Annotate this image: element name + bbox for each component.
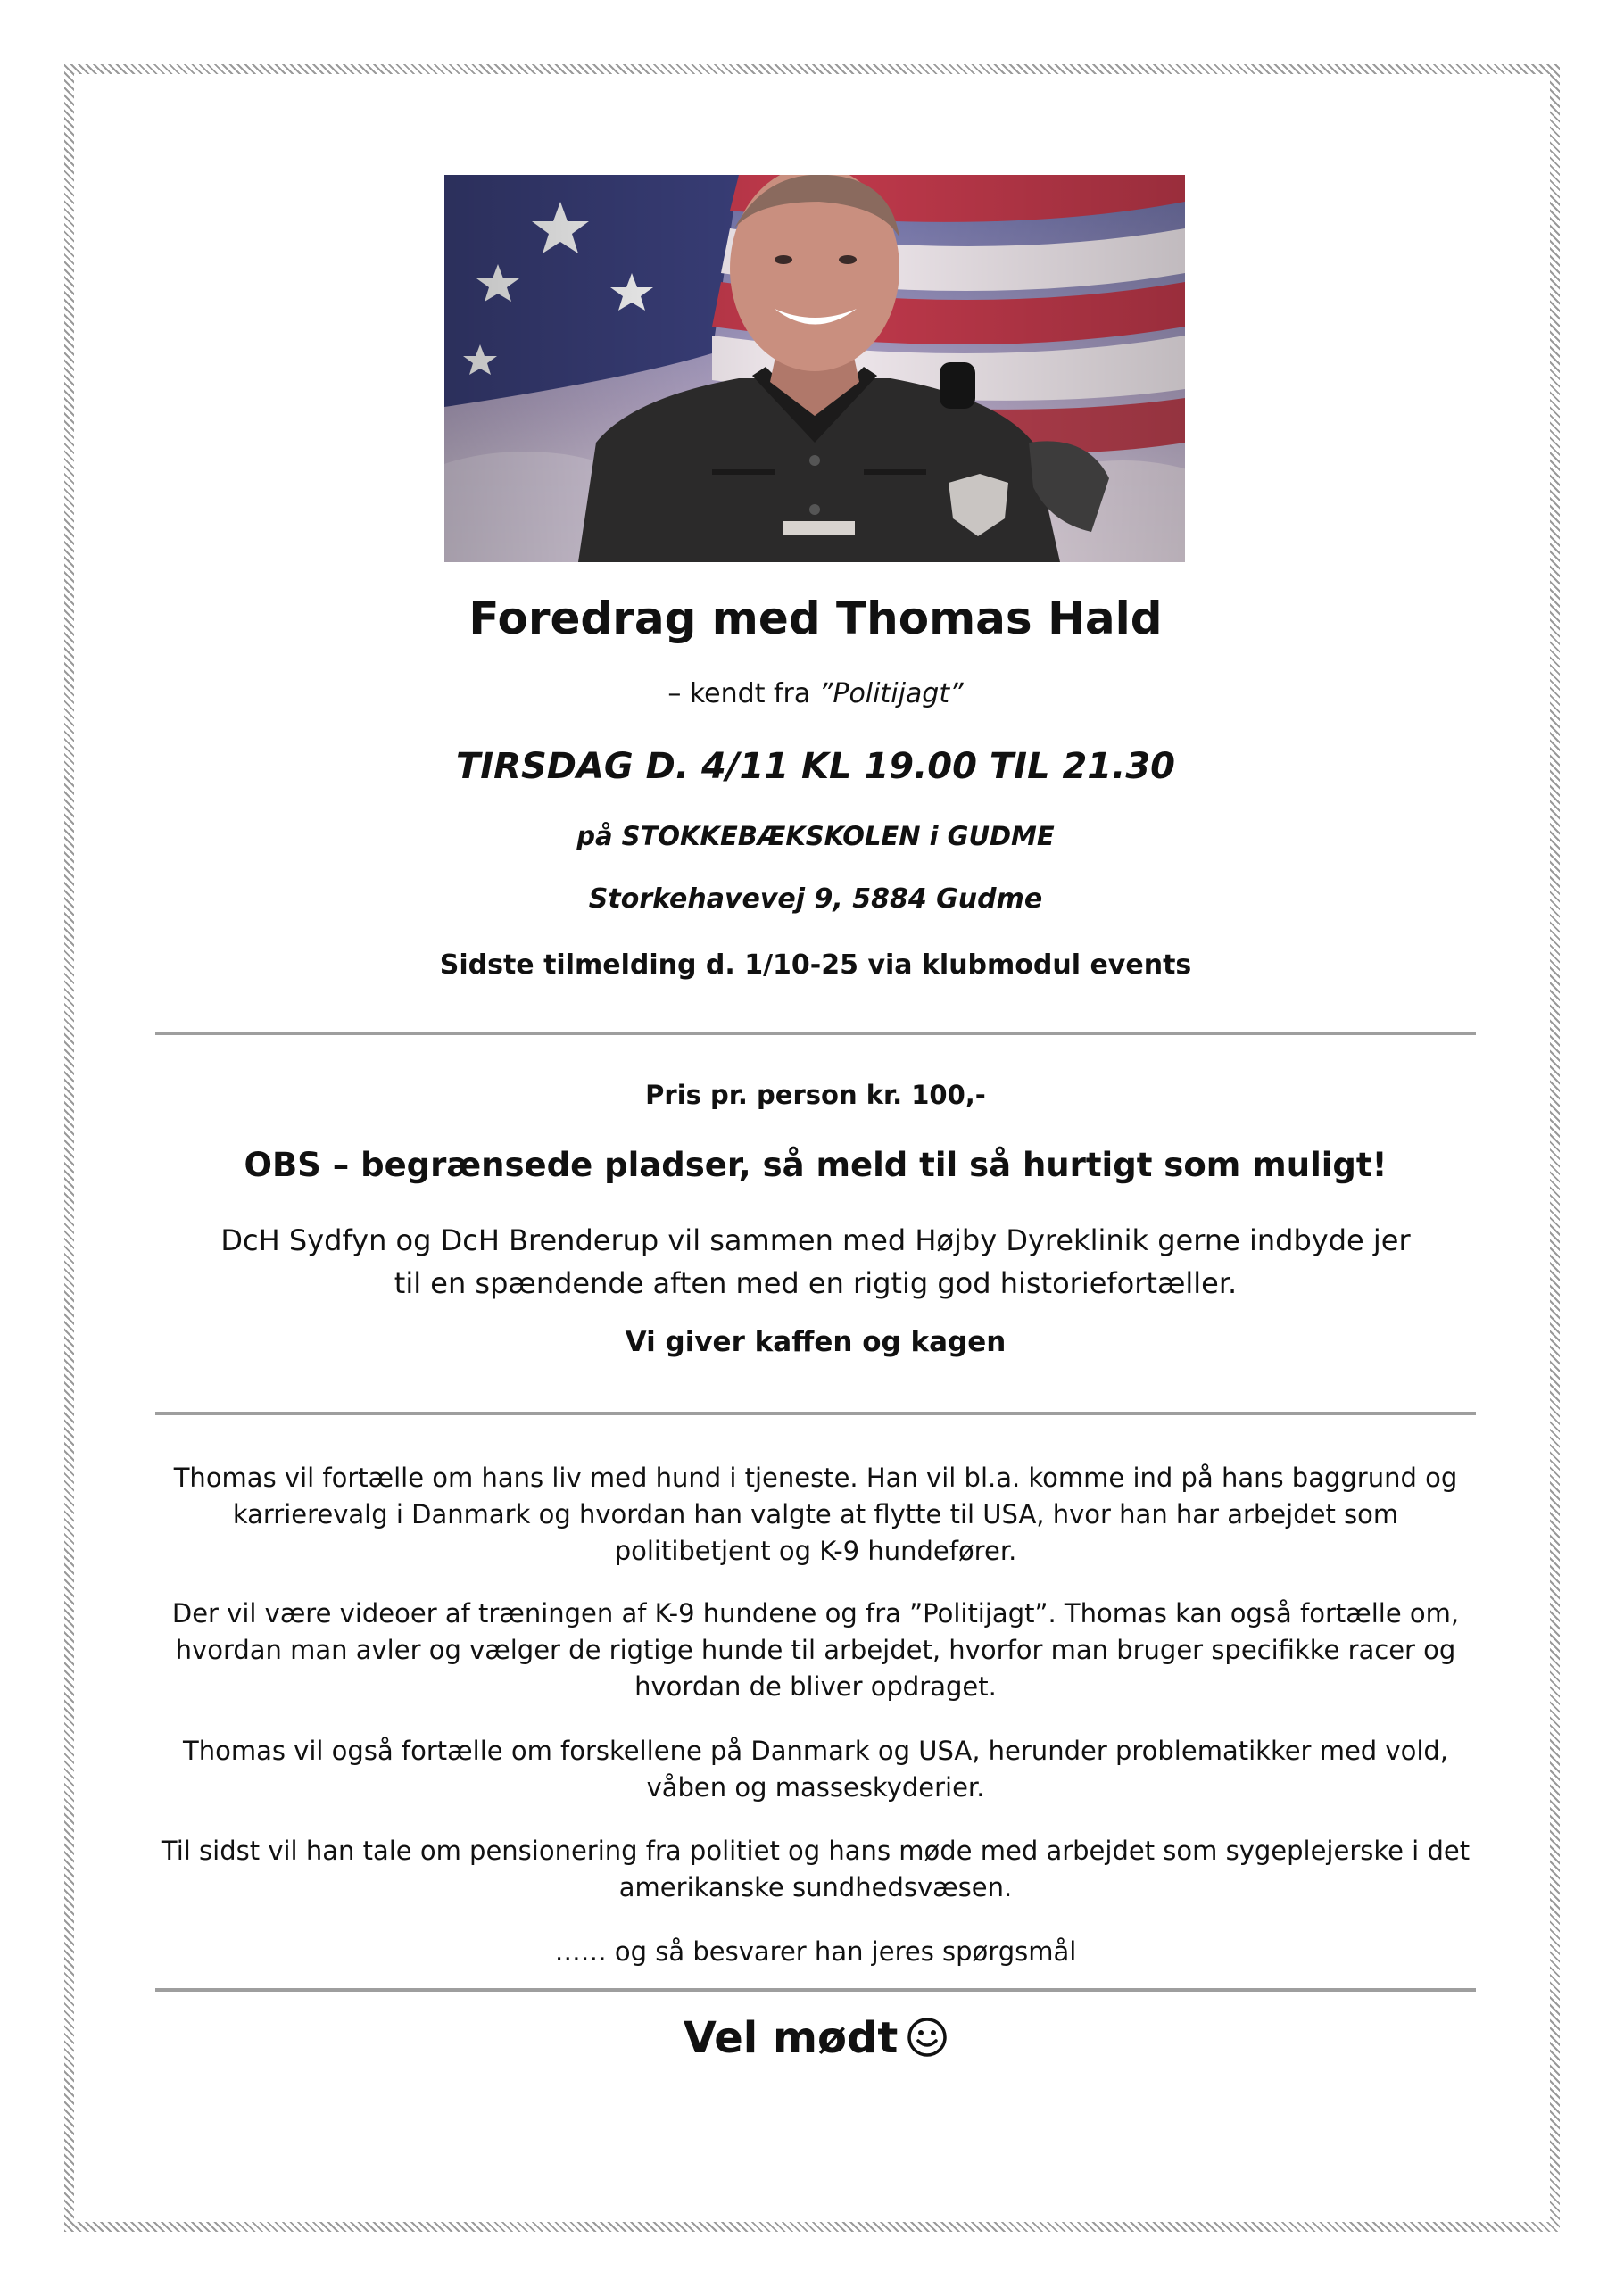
registration-deadline: Sidste tilmelding d. 1/10-25 via klubmodul events — [439, 949, 1192, 981]
invitation-text: DcH Sydfyn og DcH Brenderup vil sammen med Højby Dyreklinik gerne indbyde jer til en spændende aften med en rigtig god historiefortæller. — [220, 1223, 1411, 1300]
subtitle-prefix: – kendt fra — [667, 678, 819, 709]
divider — [155, 1412, 1476, 1415]
closing-line: …… og så besvarer han jeres spørgsmål — [554, 1936, 1077, 1967]
smiley-icon — [907, 2017, 948, 2058]
ticket-price: Pris pr. person kr. 100,- — [645, 1080, 986, 1110]
subtitle-show-name: ”Politijagt” — [818, 678, 964, 709]
event-subtitle — [157, 678, 1474, 709]
description-paragraph: Thomas vil også fortælle om forskellene på Danmark og USA, herunder problematikker med vold, våben og masseskyderier. — [183, 1736, 1448, 1803]
divider — [155, 1988, 1476, 1992]
divider — [155, 1032, 1476, 1035]
event-address: Storkehavevej 9, 5884 Gudme — [588, 883, 1043, 915]
speaker-photo-illustration — [444, 175, 1185, 562]
refreshments-note: Vi giver kaffen og kagen — [625, 1326, 1007, 1358]
farewell-text: Vel mødt — [683, 2013, 899, 2063]
limited-seats-notice: OBS – begrænsede pladser, så meld til så hurtigt som muligt! — [244, 1146, 1388, 1184]
description-paragraph: Der vil være videoer af træningen af K-9 hundene og fra ”Politijagt”. Thomas kan også fortælle om, hvordan man avler og vælger de rigtige hunde til arbejdet, hvorfor man bruger specifikke racer og hvordan de bliver opdraget. — [171, 1598, 1460, 1702]
description-paragraph: Thomas vil fortælle om hans liv med hund i tjeneste. Han vil bl.a. komme ind på hans baggrund og karrierevalg i Danmark og hvordan han valgte at flytte til USA, hvor han har arbejdet som politibetjent og K-9 hundefører. — [173, 1463, 1458, 1566]
event-date-time: TIRSDAG D. 4/11 KL 19.00 TIL 21.30 — [455, 746, 1175, 787]
farewell — [157, 2013, 1474, 2063]
event-title: Foredrag med Thomas Hald — [468, 593, 1163, 644]
description-paragraph: Til sidst vil han tale om pensionering fra politiet og hans møde med arbejdet som sygeplejerske i det amerikanske sundhedsvæsen. — [161, 1836, 1471, 1902]
speaker-photo — [444, 175, 1185, 562]
event-venue: på STOKKEBÆKSKOLEN i GUDME — [576, 821, 1055, 851]
